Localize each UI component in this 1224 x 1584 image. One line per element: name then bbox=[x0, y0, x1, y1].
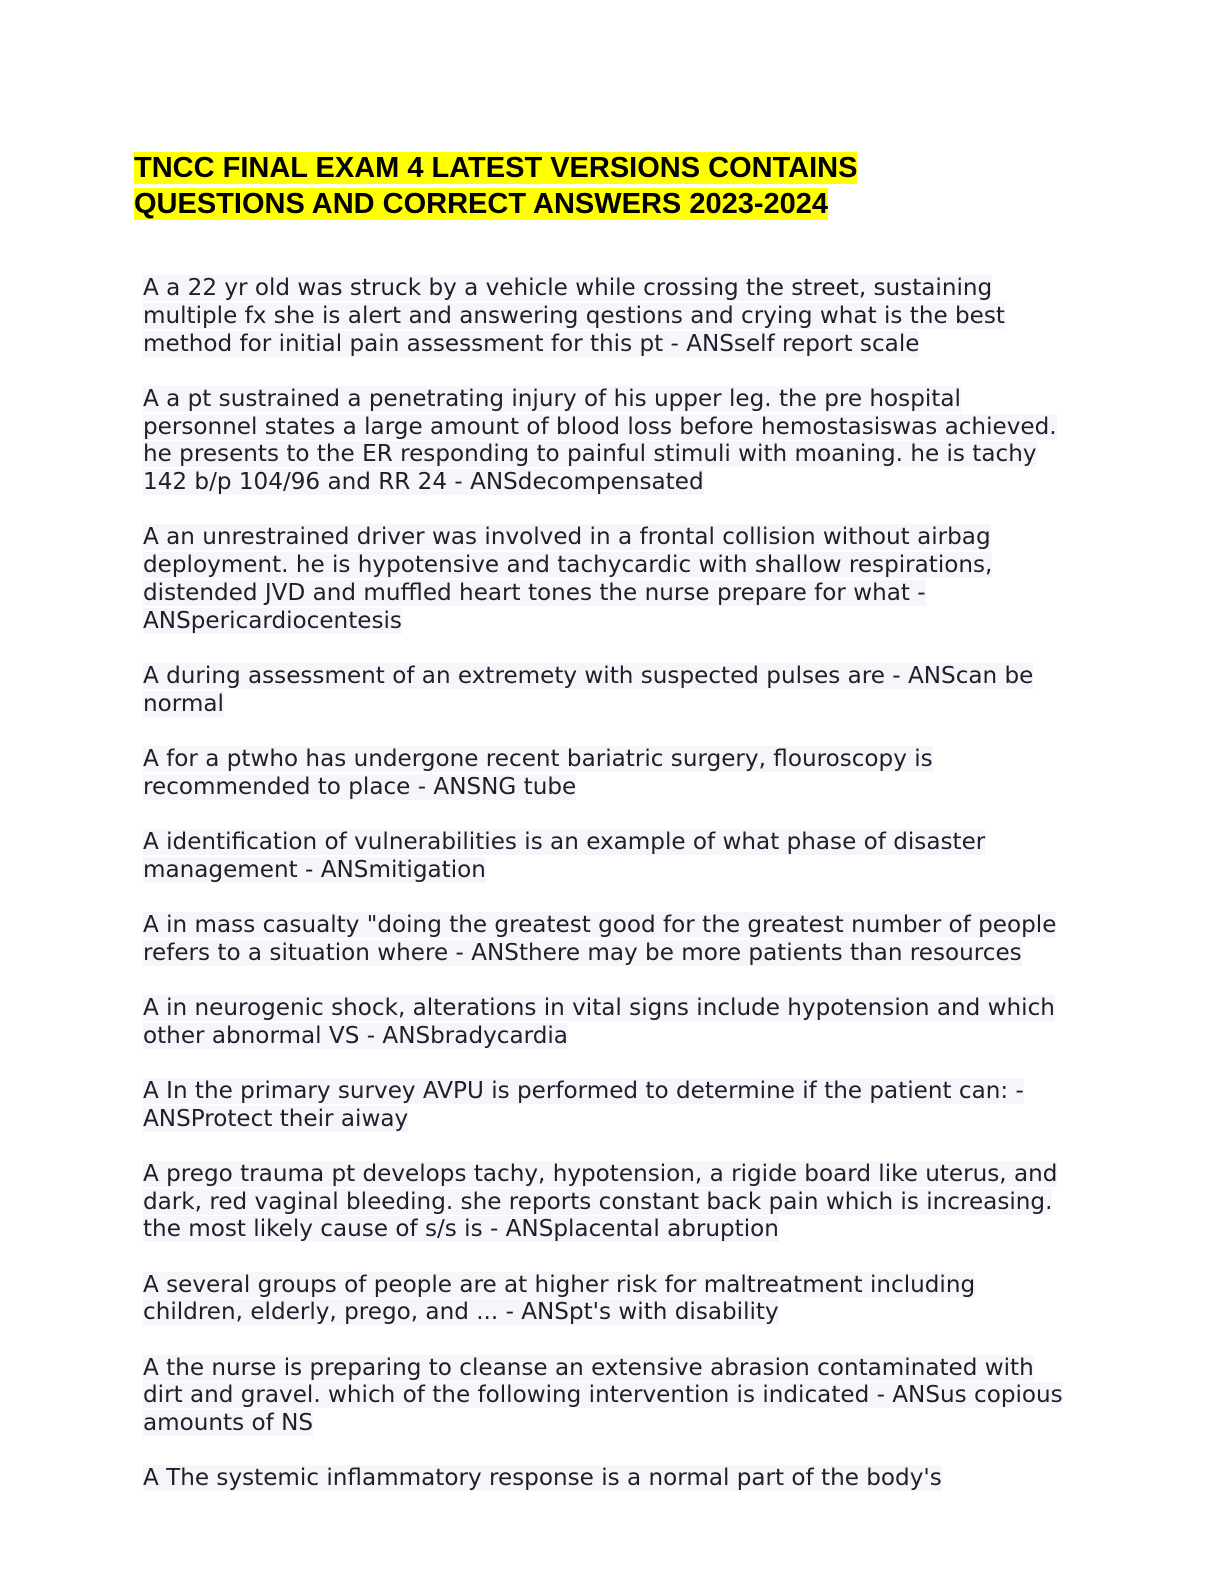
qa-item-text: A in mass casualty "doing the greatest good for the greatest number of people refers to a situation where - ANSthere may be more patients than resources bbox=[143, 911, 1057, 966]
qa-item bbox=[143, 1078, 1078, 1134]
qa-item bbox=[143, 524, 1078, 635]
qa-item-text: A an unrestrained driver was involved in a frontal collision without airbag deployment. he is hypotensive and tachycardic with shallow respirations, distended JVD and muffled heart tones the nurse prepare for what - ANSpericardiocentesis bbox=[143, 524, 993, 634]
qa-item-text: A In the primary survey AVPU is performed to determine if the patient can: - ANSProtect their aiway bbox=[143, 1077, 1024, 1132]
qa-item-text: A a 22 yr old was struck by a vehicle while crossing the street, sustaining multiple fx she is alert and answering qestions and crying what is the best method for initial pain assessment for this pt - ANSself report scale bbox=[143, 275, 1005, 357]
qa-item bbox=[143, 1465, 1078, 1493]
qa-item bbox=[143, 912, 1078, 968]
qa-item-text: A for a ptwho has undergone recent bariatric surgery, flouroscopy is recommended to place - ANSNG tube bbox=[143, 745, 933, 800]
qa-item bbox=[143, 746, 1078, 802]
qa-list bbox=[143, 275, 1078, 1521]
qa-item bbox=[143, 1161, 1078, 1244]
qa-item-text: A the nurse is preparing to cleanse an extensive abrasion contaminated with dirt and gravel. which of the following intervention is indicated - ANSus copious amounts of NS bbox=[143, 1354, 1063, 1437]
qa-item-text: A in neurogenic shock, alterations in vital signs include hypotension and which other abnormal VS - ANSbradycardia bbox=[143, 994, 1055, 1049]
qa-item bbox=[143, 663, 1078, 719]
qa-item-text: A a pt sustrained a penetrating injury of his upper leg. the pre hospital personnel states a large amount of blood loss before hemostasiswas achieved. he presents to the ER responding to painful stimuli with moaning. he is tachy 142 b/p 104/96 and RR 24 - ANSdecompensated bbox=[143, 385, 1057, 496]
qa-item bbox=[143, 995, 1078, 1051]
qa-item bbox=[143, 275, 1078, 358]
qa-item bbox=[143, 386, 1078, 497]
title-line-1: TNCC FINAL EXAM 4 LATEST VERSIONS CONTAINS bbox=[134, 152, 858, 184]
qa-item bbox=[143, 1272, 1078, 1328]
qa-item-text: A prego trauma pt develops tachy, hypotension, a rigide board like uterus, and dark, red vaginal bleeding. she reports constant back pain which is increasing. the most likely cause of s/s is - ANSplacental abruption bbox=[143, 1160, 1058, 1243]
qa-item-text: A several groups of people are at higher risk for maltreatment including children, elderly, prego, and ... - ANSpt's with disability bbox=[143, 1271, 976, 1326]
qa-item bbox=[143, 1355, 1078, 1438]
title-line-2: QUESTIONS AND CORRECT ANSWERS 2023-2024 bbox=[134, 188, 829, 220]
qa-item-text: A identification of vulnerabilities is an example of what phase of disaster management - ANSmitigation bbox=[143, 828, 986, 883]
qa-item bbox=[143, 829, 1078, 885]
qa-item-text: A The systemic inflammatory response is a normal part of the body's bbox=[143, 1465, 942, 1492]
document-title bbox=[134, 150, 954, 222]
qa-item-text: A during assessment of an extremety with suspected pulses are - ANScan be normal bbox=[143, 662, 1034, 717]
